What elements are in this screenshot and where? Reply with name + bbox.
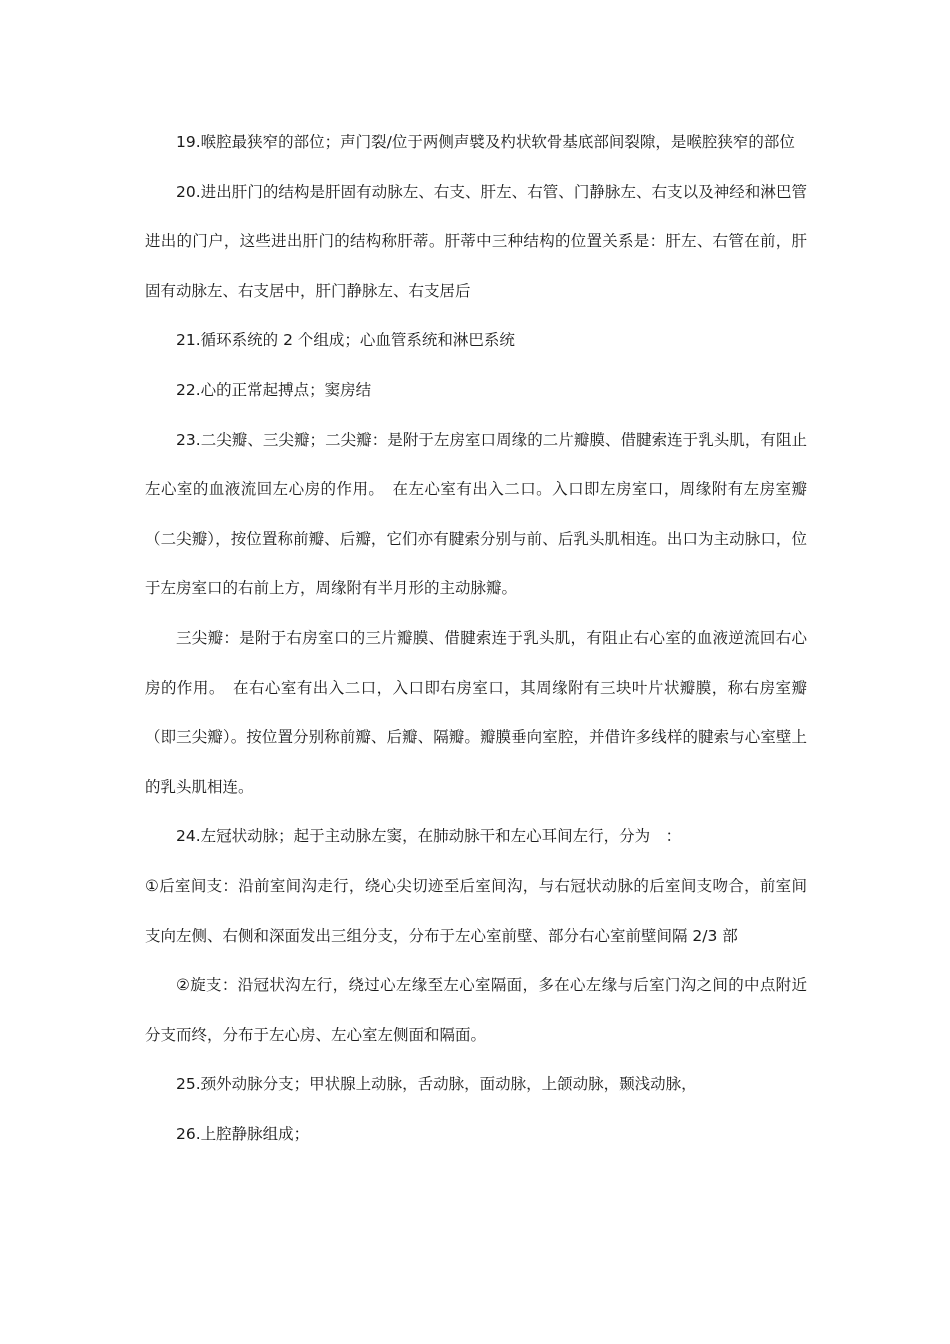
paragraph-25: 25.颈外动脉分支；甲状腺上动脉，舌动脉，面动脉，上颌动脉，颞浅动脉，: [176, 1075, 697, 1094]
paragraph-20: 20.进出肝门的结构是肝固有动脉左、右支、肝左、右管、门静脉左、右支以及神经和淋巴管进出的门户，这些进出肝门的结构称肝蒂。肝蒂中三种结构的位置关系是：肝左、右管在前，肝固有动脉左、右支居中，肝门静脉左、右支居后: [145, 182, 807, 300]
paragraph-26: 26.上腔静脉组成；: [176, 1124, 310, 1143]
paragraph-24-branch-1: ①后室间支：沿前室间沟走行，绕心尖切迹至后室间沟，与右冠状动脉的后室间支吻合，前室间支向左侧、右侧和深面发出三组分支，分布于左心室前壁、部分右心室前壁间隔 2/3 部: [145, 876, 807, 945]
paragraph-24-branch-2: ②旋支：沿冠状沟左行，绕过心左缘至左心室隔面，多在心左缘与后室门沟之间的中点附近分支而终，分布于左心房、左心室左侧面和隔面。: [145, 976, 807, 1044]
paragraph-24: 24.左冠状动脉；起于主动脉左窦，在肺动脉干和左心耳间左行，分为 ：: [176, 827, 682, 846]
paragraph-23: 23.二尖瓣、三尖瓣；二尖瓣：是附于左房室口周缘的二片瓣膜、借腱索连于乳头肌，有阻止左心室的血液流回左心房的作用。 在左心室有出入二口。入口即左房室口，周缘附有左房室瓣（二尖瓣），按位置称前瓣、后瓣，它们亦有腱索分别与前、后乳头肌相连。出口为主动脉口，位于左房室口的右前上方，周缘附有半月形的主动脉瓣。: [145, 430, 807, 598]
paragraph-23-tricuspid: 三尖瓣：是附于右房室口的三片瓣膜、借腱索连于乳头肌，有阻止右心室的血液逆流回右心房的作用。 在右心室有出入二口，入口即右房室口，其周缘附有三块叶片状瓣膜，称右房室瓣（即三尖瓣）。按位置分别称前瓣、后瓣、隔瓣。瓣膜垂向室腔，并借许多线样的腱索与心室壁上的乳头肌相连。: [145, 628, 807, 796]
paragraph-22: 22.心的正常起搏点；窦房结: [176, 380, 372, 399]
paragraph-19: 19.喉腔最狭窄的部位；声门裂/位于两侧声襞及杓状软骨基底部间裂隙，是喉腔狭窄的部位: [176, 133, 795, 151]
paragraph-21: 21.循环系统的 2 个组成；心血管系统和淋巴系统: [176, 331, 515, 350]
document-body: [145, 118, 807, 1159]
